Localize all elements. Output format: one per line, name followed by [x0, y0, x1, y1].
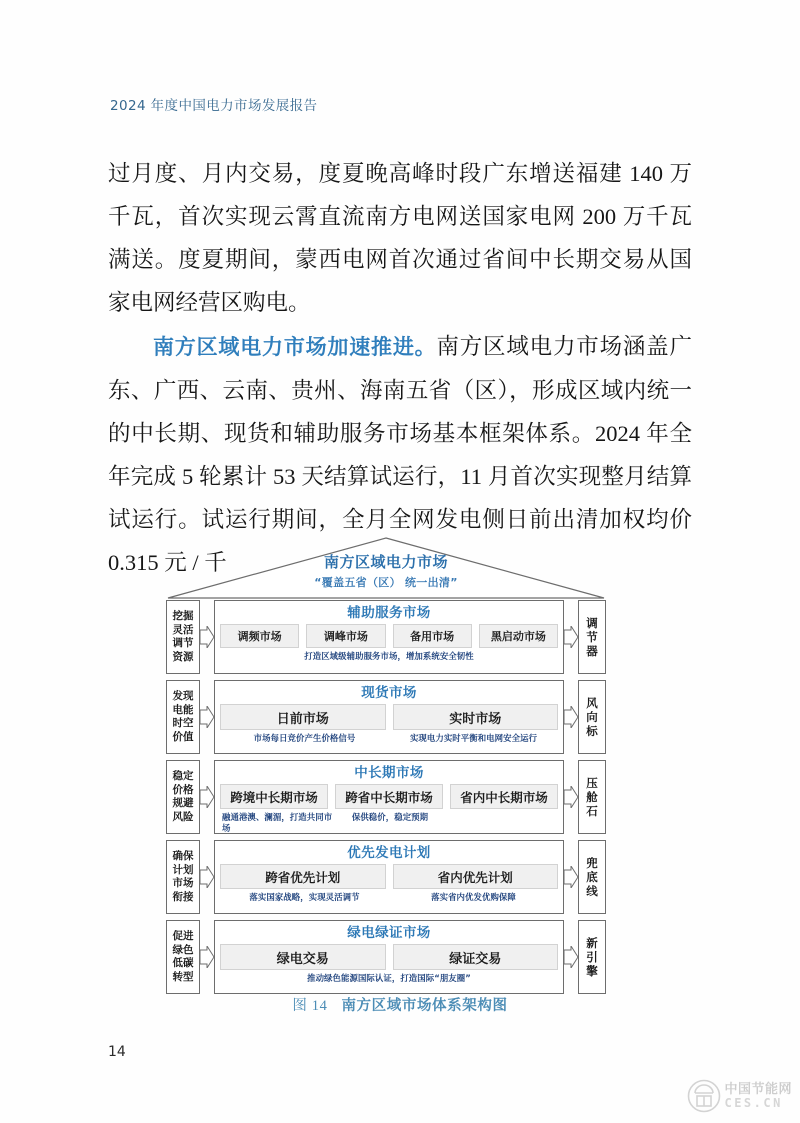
panel-item[interactable]: 调频市场	[220, 624, 299, 648]
market-panel	[214, 600, 564, 674]
arrow-right-icon	[200, 866, 214, 888]
panel-caption: 市场每日竞价产生价格信号	[253, 733, 356, 743]
arrow-right-icon	[564, 626, 578, 648]
arrow-right-icon	[200, 786, 214, 808]
right-arrow-connector	[564, 760, 578, 834]
left-arrow-connector	[200, 920, 214, 994]
panel-title: 绿电绿证市场	[347, 925, 431, 941]
row-left-label-text: 挖掘灵活调节资源	[172, 610, 194, 663]
row-right-label-text: 压舱石	[586, 776, 598, 818]
right-arrow-connector	[564, 840, 578, 914]
row-left-label	[166, 920, 200, 994]
panel-title: 中长期市场	[354, 765, 424, 781]
row-right-label	[578, 920, 606, 994]
panel-captions	[220, 812, 558, 834]
panel-title: 现货市场	[361, 685, 417, 701]
watermark-en: CES.CN	[724, 1096, 783, 1110]
row-left-label	[166, 600, 200, 674]
panel-captions	[220, 651, 558, 662]
roof-title: 南方区域电力市场	[323, 553, 448, 571]
panel-item[interactable]: 实时市场	[393, 704, 559, 730]
panel-captions	[220, 733, 558, 744]
running-header: 2024 年度中国电力市场发展报告	[110, 98, 318, 114]
diagram-row	[166, 920, 606, 994]
panel-item[interactable]: 跨省优先计划	[220, 864, 386, 889]
body-text-block	[108, 152, 692, 584]
diagram-row	[166, 760, 606, 834]
right-arrow-connector	[564, 920, 578, 994]
row-left-label	[166, 680, 200, 754]
panel-item[interactable]: 调峰市场	[306, 624, 385, 648]
row-left-label	[166, 840, 200, 914]
panel-items	[220, 624, 558, 648]
row-left-label	[166, 760, 200, 834]
diagram-row	[166, 680, 606, 754]
row-right-label-text: 兜底线	[586, 856, 598, 898]
diagram-row	[166, 840, 606, 914]
market-panel	[214, 840, 564, 914]
row-right-label	[578, 680, 606, 754]
panel-caption: 推动绿色能源国际认证，打造国际“朋友圈”	[307, 973, 471, 983]
row-right-label-text: 风向标	[586, 696, 598, 738]
paragraph-2-body: 南方区域电力市场涵盖广东、广西、云南、贵州、海南五省（区），形成区域内统一的中长期、现货和辅助服务市场基本框架体系。2024 年全年完成 5 轮累计 53 天结算试运行，11 月首次实现整月结算试运行。试运行期间，全月全网发电侧日前出清加权均价 0.315 元 / 千	[108, 334, 692, 575]
row-left-label-text: 稳定价格规避风险	[172, 770, 194, 823]
figure-caption	[0, 994, 800, 1015]
panel-caption: 保供稳价，稳定预期	[351, 812, 429, 822]
panel-caption: 落实国家战略，实现灵活调节	[249, 892, 360, 902]
left-arrow-connector	[200, 760, 214, 834]
row-left-label-text: 确保计划市场衔接	[172, 850, 194, 903]
panel-caption: 打造区域级辅助服务市场，增加系统安全韧性	[304, 651, 474, 661]
panel-item[interactable]: 备用市场	[393, 624, 472, 648]
watermark-text	[724, 1083, 792, 1109]
diagram-roof	[166, 536, 606, 600]
arrow-right-icon	[564, 946, 578, 968]
right-arrow-connector	[564, 680, 578, 754]
panel-item[interactable]: 跨省中长期市场	[335, 784, 443, 809]
panel-items	[220, 704, 558, 730]
panel-items	[220, 864, 558, 889]
panel-items	[220, 944, 558, 970]
left-arrow-connector	[200, 680, 214, 754]
row-left-label-text: 发现电能时空价值	[172, 690, 194, 743]
panel-item[interactable]: 省内优先计划	[393, 864, 559, 889]
page-number: 14	[108, 1044, 126, 1060]
panel-caption: 融通港澳、澜湄，打造共同市场	[222, 812, 333, 833]
roof-subtitle: “覆盖五省（区） 统一出清”	[314, 576, 458, 589]
panel-caption	[446, 812, 558, 834]
panel-item[interactable]: 黑启动市场	[479, 624, 558, 648]
paragraph-1: 过月度、月内交易，度夏晚高峰时段广东增送福建 140 万千瓦，首次实现云霄直流南方电网送国家电网 200 万千瓦满送。度夏期间，蒙西电网首次通过省间中长期交易从国家电网经营区购电。	[108, 161, 692, 315]
ces-logo-icon	[687, 1079, 721, 1113]
right-arrow-connector	[564, 600, 578, 674]
panel-item[interactable]: 绿电交易	[220, 944, 386, 970]
figure-caption-text: 南方区域市场体系架构图	[341, 998, 508, 1014]
diagram-row	[166, 600, 606, 674]
row-left-label-text: 促进绿色低碳转型	[172, 930, 194, 983]
panel-items	[220, 784, 558, 809]
roof-triangle-icon	[166, 536, 606, 600]
watermark	[687, 1079, 792, 1113]
panel-item[interactable]: 日前市场	[220, 704, 386, 730]
market-panel	[214, 680, 564, 754]
arrow-right-icon	[200, 626, 214, 648]
row-right-label	[578, 760, 606, 834]
panel-item[interactable]: 省内中长期市场	[450, 784, 558, 809]
row-right-label	[578, 600, 606, 674]
panel-caption: 落实省内优发优购保障	[431, 892, 516, 902]
left-arrow-connector	[200, 600, 214, 674]
panel-title: 优先发电计划	[347, 845, 431, 861]
arrow-right-icon	[564, 866, 578, 888]
market-panel	[214, 760, 564, 834]
panel-captions	[220, 973, 558, 984]
figure-caption-number: 图 14	[292, 998, 328, 1014]
panel-item[interactable]: 绿证交易	[393, 944, 559, 970]
panel-item[interactable]: 跨境中长期市场	[220, 784, 328, 809]
paragraph-2-lead-in: 南方区域电力市场加速推进。	[153, 335, 437, 359]
arrow-right-icon	[200, 946, 214, 968]
arrow-right-icon	[564, 706, 578, 728]
panel-captions	[220, 892, 558, 903]
panel-caption: 实现电力实时平衡和电网安全运行	[409, 733, 538, 743]
row-right-label-text: 调节器	[586, 616, 598, 658]
market-panel	[214, 920, 564, 994]
row-right-label-text: 新引擎	[586, 936, 598, 978]
watermark-cn: 中国节能网	[724, 1082, 792, 1097]
left-arrow-connector	[200, 840, 214, 914]
arrow-right-icon	[564, 786, 578, 808]
row-right-label	[578, 840, 606, 914]
arrow-right-icon	[200, 706, 214, 728]
panel-title: 辅助服务市场	[347, 605, 431, 621]
figure-14-diagram	[166, 536, 606, 994]
